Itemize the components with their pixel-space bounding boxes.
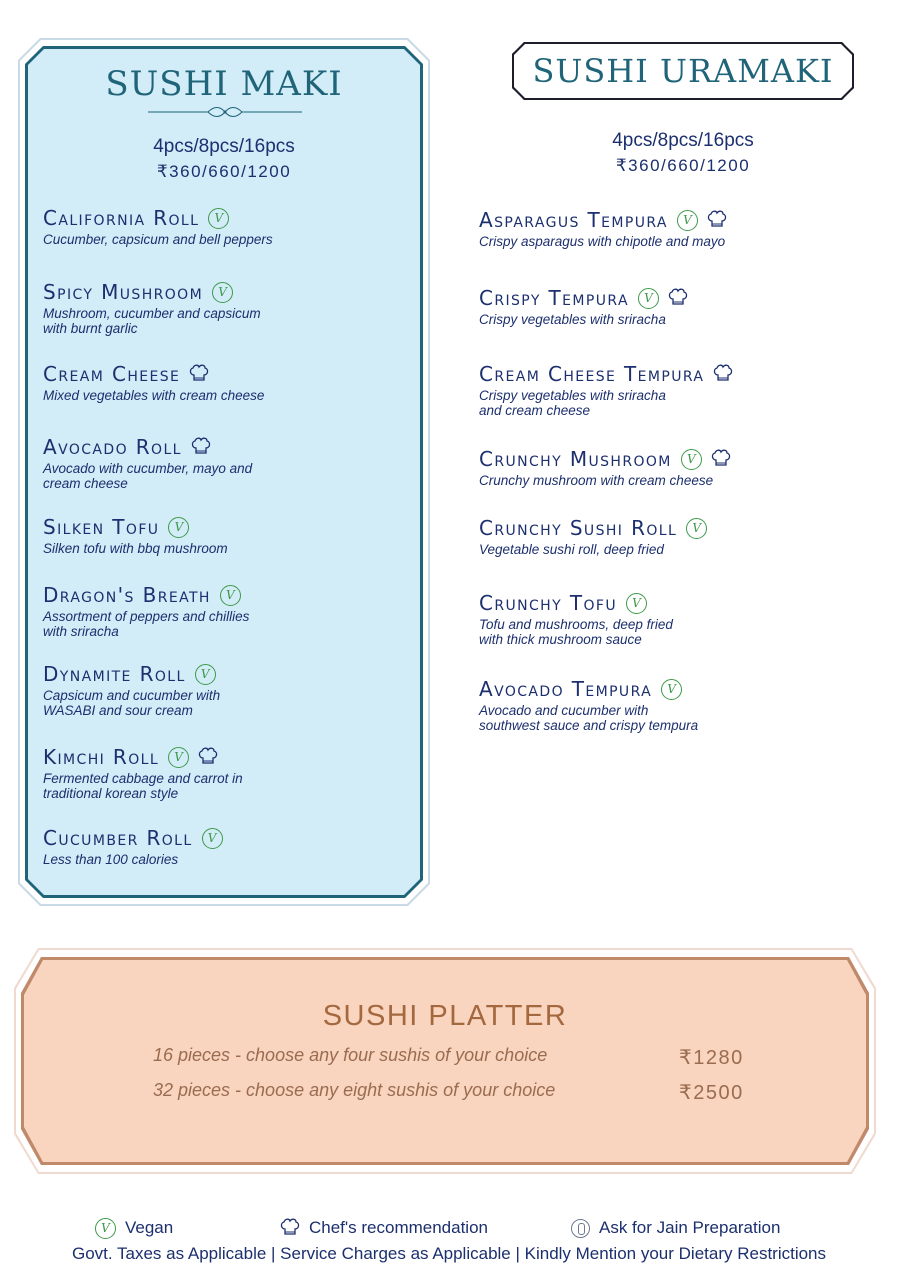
chef-hat-icon bbox=[712, 364, 734, 384]
menu-item-name: Cucumber Roll bbox=[43, 826, 193, 850]
menu-item-name: Kimchi Roll bbox=[43, 745, 160, 769]
menu-item bbox=[479, 447, 859, 488]
menu-item-name-row bbox=[479, 208, 859, 232]
menu-item-name-row bbox=[43, 280, 423, 304]
ornament-divider-icon bbox=[148, 104, 302, 120]
menu-item-name-row bbox=[43, 662, 423, 686]
menu-item-name: Crunchy Mushroom bbox=[479, 447, 672, 471]
menu-item-description: Mixed vegetables with cream cheese bbox=[43, 388, 265, 403]
menu-item bbox=[43, 515, 423, 556]
menu-item-name-row bbox=[43, 745, 423, 769]
platter-row-desc: 16 pieces - choose any four sushis of your choice bbox=[153, 1045, 548, 1065]
vegan-leaf-icon bbox=[661, 679, 682, 700]
menu-item bbox=[43, 583, 423, 639]
chef-hat-icon bbox=[710, 449, 732, 469]
uramaki-price: ₹360/660/1200 bbox=[615, 156, 751, 175]
vegan-leaf-icon bbox=[677, 210, 698, 231]
menu-item bbox=[43, 662, 423, 718]
vegan-leaf-icon bbox=[681, 449, 702, 470]
menu-item bbox=[479, 591, 859, 647]
menu-item-name: Crispy Tempura bbox=[479, 286, 629, 310]
menu-item-name: Cream Cheese bbox=[43, 362, 181, 386]
chef-hat-icon bbox=[190, 437, 212, 457]
menu-item-description: Avocado with cucumber, mayo and cream cheese bbox=[43, 461, 253, 491]
menu-item-description: Tofu and mushrooms, deep fried with thick mushroom sauce bbox=[479, 617, 673, 647]
menu-item-name: Asparagus Tempura bbox=[479, 208, 668, 232]
vegan-leaf-icon bbox=[168, 747, 189, 768]
legend-vegan bbox=[95, 1216, 173, 1240]
vegan-leaf-icon bbox=[208, 208, 229, 229]
menu-item-name-row bbox=[479, 516, 859, 540]
menu-item bbox=[43, 826, 423, 867]
vegan-leaf-icon bbox=[220, 585, 241, 606]
menu-item-name: California Roll bbox=[43, 206, 200, 230]
menu-item bbox=[43, 206, 423, 247]
menu-item-description: Crunchy mushroom with cream cheese bbox=[479, 473, 714, 488]
menu-item-name: Avocado Roll bbox=[43, 435, 182, 459]
menu-item-description: Cucumber, capsicum and bell peppers bbox=[43, 232, 273, 247]
uramaki-price-block bbox=[512, 130, 854, 176]
vegan-leaf-icon bbox=[212, 282, 233, 303]
menu-item-name: Dragon's Breath bbox=[43, 583, 211, 607]
chef-hat-icon bbox=[197, 747, 219, 767]
menu-item bbox=[479, 362, 859, 418]
menu-item bbox=[43, 745, 423, 801]
menu-item-name: Spicy Mushroom bbox=[43, 280, 204, 304]
menu-item-description: Assortment of peppers and chillies with sriracha bbox=[43, 609, 250, 639]
menu-item bbox=[479, 208, 859, 249]
vegan-leaf-icon bbox=[202, 828, 223, 849]
menu-item-name-row bbox=[479, 591, 859, 615]
vegan-leaf-icon bbox=[626, 593, 647, 614]
menu-item bbox=[43, 435, 423, 491]
menu-item-name-row bbox=[43, 206, 423, 230]
menu-item-name: Crunchy Sushi Roll bbox=[479, 516, 678, 540]
footer-note: Govt. Taxes as Applicable | Service Charges as Applicable | Kindly Mention your Dietary Restrictions bbox=[71, 1244, 827, 1263]
uramaki-pieces: 4pcs/8pcs/16pcs bbox=[612, 130, 754, 151]
menu-item-name-row bbox=[43, 362, 423, 386]
menu-item bbox=[479, 677, 859, 733]
maki-price-block bbox=[25, 136, 423, 182]
menu-item-description: Fermented cabbage and carrot in traditional korean style bbox=[43, 771, 243, 801]
menu-item-description: Vegetable sushi roll, deep fried bbox=[479, 542, 664, 557]
legend-jain-label: Ask for Jain Preparation bbox=[599, 1218, 781, 1237]
menu-item-name-row bbox=[479, 677, 859, 701]
menu-item bbox=[43, 362, 423, 403]
menu-item-description: Crispy asparagus with chipotle and mayo bbox=[479, 234, 726, 249]
menu-item-description: Avocado and cucumber with southwest sauce and crispy tempura bbox=[479, 703, 699, 733]
menu-item-name-row bbox=[43, 826, 423, 850]
legend-jain bbox=[571, 1216, 780, 1240]
menu-item bbox=[479, 286, 859, 327]
menu-item-description: Mushroom, cucumber and capsicum with burnt garlic bbox=[43, 306, 261, 336]
platter-row-desc: 32 pieces - choose any eight sushis of your choice bbox=[153, 1080, 556, 1100]
chef-hat-icon bbox=[279, 1218, 301, 1238]
chef-hat-icon bbox=[188, 364, 210, 384]
maki-title: SUSHI MAKI bbox=[105, 64, 343, 104]
menu-item-name: Crunchy Tofu bbox=[479, 591, 617, 615]
maki-pieces: 4pcs/8pcs/16pcs bbox=[153, 136, 295, 157]
chef-hat-icon bbox=[706, 210, 728, 230]
menu-item-name-row bbox=[479, 286, 859, 310]
platter-row bbox=[0, 1080, 898, 1104]
legend-vegan-label: Vegan bbox=[125, 1218, 174, 1237]
uramaki-title: SUSHI URAMAKI bbox=[532, 52, 834, 90]
vegan-leaf-icon bbox=[638, 288, 659, 309]
vegan-leaf-icon bbox=[168, 517, 189, 538]
menu-item bbox=[479, 516, 859, 557]
platter-row-price: ₹1280 bbox=[679, 1047, 744, 1069]
maki-price: ₹360/660/1200 bbox=[156, 162, 292, 181]
vegan-leaf-icon bbox=[95, 1218, 116, 1239]
menu-item-description: Silken tofu with bbq mushroom bbox=[43, 541, 228, 556]
menu-item-name-row bbox=[43, 583, 423, 607]
chef-hat-icon bbox=[667, 288, 689, 308]
legend-chef-label: Chef's recommendation bbox=[309, 1218, 488, 1237]
menu-item-name-row bbox=[43, 515, 423, 539]
menu-item-name-row bbox=[43, 435, 423, 459]
menu-item-name-row bbox=[479, 362, 859, 386]
platter-title: SUSHI PLATTER bbox=[322, 1000, 568, 1032]
vegan-leaf-icon bbox=[686, 518, 707, 539]
platter-row bbox=[0, 1045, 898, 1069]
menu-item-name: Silken Tofu bbox=[43, 515, 160, 539]
legend-chef bbox=[279, 1216, 488, 1240]
platter-row-price: ₹2500 bbox=[679, 1082, 744, 1104]
jain-icon bbox=[571, 1219, 590, 1238]
menu-item-description: Crispy vegetables with sriracha bbox=[479, 312, 666, 327]
menu-item-description: Less than 100 calories bbox=[43, 852, 179, 867]
menu-item-name-row bbox=[479, 447, 859, 471]
menu-item-description: Crispy vegetables with sriracha and cream cheese bbox=[479, 388, 666, 418]
menu-item-name: Avocado Tempura bbox=[479, 677, 653, 701]
menu-item-description: Capsicum and cucumber with WASABI and sour cream bbox=[43, 688, 221, 718]
menu-item-name: Cream Cheese Tempura bbox=[479, 362, 705, 386]
vegan-leaf-icon bbox=[195, 664, 216, 685]
menu-item bbox=[43, 280, 423, 336]
menu-item-name: Dynamite Roll bbox=[43, 662, 186, 686]
